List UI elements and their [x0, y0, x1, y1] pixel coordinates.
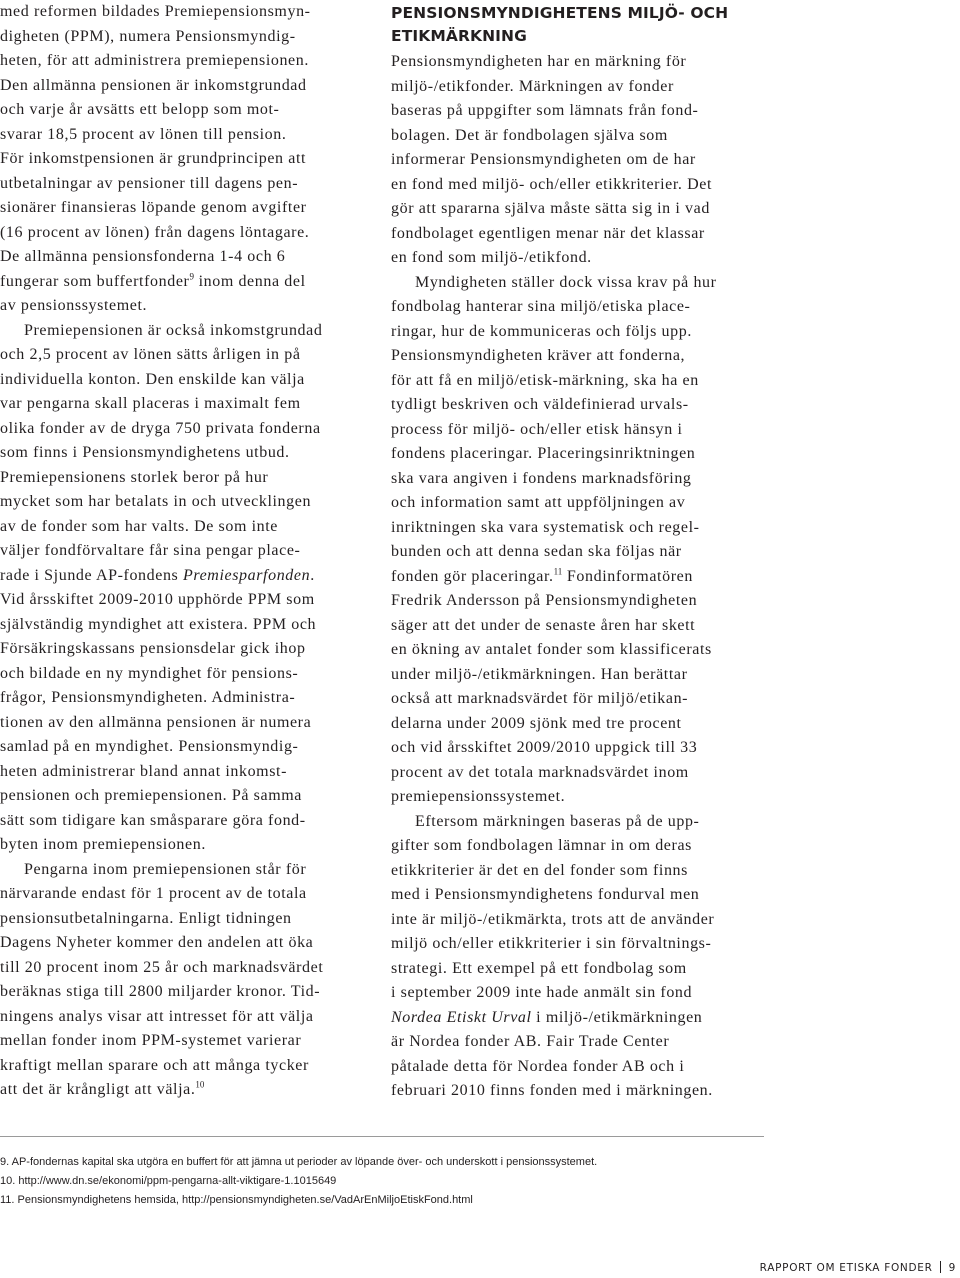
text-line: och vid årsskiftet 2009/2010 uppgick till 33 — [391, 739, 698, 756]
text-line: och bildade en ny myndighet för pensions- — [0, 664, 299, 682]
text-line: delarna under 2009 sjönk med tre procent — [391, 714, 682, 732]
footnote-ref-9: 9 — [189, 271, 194, 282]
text-line: Dagens Nyheter kommer den andelen att öka — [0, 934, 314, 951]
text-line: säger att det under de senaste åren har skett — [391, 616, 696, 634]
footnote-ref-11: 11 — [553, 566, 563, 577]
text-line: beräknas stiga till 2800 miljarder kronor. Tid- — [0, 983, 321, 1000]
text-line: självständig myndighet att existera. PPM och — [0, 615, 317, 633]
text-line: procent av det totala marknadsvärdet inom — [391, 763, 689, 781]
text-line: ska vara angiven i fondens marknadsföring — [391, 469, 692, 487]
text-line: Pensionsmyndigheten har en märkning för — [391, 53, 687, 70]
text-line — [0, 564, 370, 589]
text-line: med reformen bildades Premiepensionsmyn- — [0, 3, 311, 20]
text-line: baseras på uppgifter som lämnats från fond- — [391, 102, 699, 119]
text-line — [391, 565, 761, 590]
text-line: februari 2010 finns fonden med i märkningen. — [391, 1082, 713, 1099]
text-line: av de fonder som har valts. De som inte — [0, 517, 279, 535]
text-line: en fond som miljö-/etikfond. — [391, 249, 592, 266]
text-line: frågor, Pensionsmyndigheten. Administra- — [0, 689, 296, 706]
text-line: olika fonder av de dryga 750 privata fonderna — [0, 419, 321, 437]
text-line: ringar, hur de kommuniceras och följs upp. — [391, 322, 692, 340]
text-line: individuella konton. Den enskilde kan välja — [0, 370, 305, 388]
text-line: inte är miljö-/etikmärkta, trots att de använder — [391, 910, 715, 928]
text-segment: inom denna del — [193, 272, 306, 290]
text-line: miljö-/etikfonder. Märkningen av fonder — [391, 77, 674, 95]
text-line: var pengarna skall placeras i maximalt fem — [0, 395, 301, 412]
text-line: en ökning av antalet fonder som klassificerats — [391, 641, 712, 658]
paragraph-start-line: Pengarna inom premiepensionen står för — [24, 860, 307, 878]
text-line: fondens placeringar. Placeringsinriktningen — [391, 445, 696, 462]
text-segment: fungerar som buffertfonder — [0, 272, 190, 290]
text-line: svarar 18,5 procent av lönen till pension. — [0, 125, 287, 143]
text-line: gör att spararna själva måste sätta sig in i vad — [391, 200, 710, 217]
section-heading-line: ETIKMÄRKNING — [391, 27, 527, 45]
text-line: ningens analys visar att intresset för att välja — [0, 1007, 314, 1025]
page-number: 9 — [948, 1262, 956, 1274]
text-line — [0, 270, 370, 295]
text-line: i september 2009 inte hade anmält sin fond — [391, 984, 693, 1001]
text-line: pensionsutbetalningarna. Enligt tidningen — [0, 909, 292, 927]
text-line — [0, 1078, 370, 1103]
text-line: Premiepensionens storlek beror på hur — [0, 468, 269, 486]
page-footer — [760, 1261, 956, 1275]
text-segment: att det är krångligt att välja. — [0, 1081, 196, 1098]
text-line: sionärer finansieras löpande genom avgifter — [0, 199, 307, 216]
footnotes — [0, 1153, 940, 1210]
text-segment: . — [310, 566, 315, 584]
text-line: närvarande endast för 1 procent av de totala — [0, 885, 307, 902]
text-line — [391, 1006, 761, 1031]
text-line: Försäkringskassans pensionsdelar gick ihop — [0, 640, 306, 657]
footnote-divider — [0, 1136, 764, 1137]
section-heading — [391, 2, 751, 48]
text-line: inriktningen ska vara systematisk och regel- — [391, 518, 700, 536]
text-line: en fond med miljö- och/eller etikkriterier. Det — [391, 175, 712, 193]
text-line: till 20 procent inom 25 år och marknadsvärdet — [0, 958, 324, 976]
text-line: (16 procent av lönen) från dagens löntagare. — [0, 223, 310, 241]
footnote-9: 9. AP-fondernas kapital ska utgöra en buffert för att jämna ut perioder av löpande över- och underskott i pensionssystemet. — [0, 1156, 598, 1168]
text-line: av pensionssystemet. — [0, 297, 148, 314]
text-line: som finns i Pensionsmyndighetens utbud. — [0, 444, 290, 461]
text-segment: rade i Sjunde AP-fondens — [0, 566, 179, 584]
text-line: sätt som tidigare kan småsparare göra fond- — [0, 811, 306, 829]
text-line: fondbolaget egentligen menar när det klassar — [391, 224, 705, 242]
footnote-ref-10: 10 — [195, 1079, 205, 1090]
text-segment: Fondinformatören — [562, 567, 693, 585]
text-line: pensionen och premiepensionen. På samma — [0, 787, 302, 804]
text-line: byten inom premiepensionen. — [0, 836, 206, 853]
fund-name-italic: Premiesparfonden — [183, 566, 311, 584]
text-line: också att marknadsvärdet för miljö/etikan- — [391, 690, 689, 707]
text-segment: i miljö-/etikmärkningen — [531, 1008, 703, 1026]
report-title: RAPPORT OM ETISKA FONDER — [759, 1262, 933, 1274]
text-line: kraftigt mellan sparare och att många tycker — [0, 1056, 309, 1074]
text-line: utbetalningar av pensioner till dagens pen- — [0, 174, 299, 192]
text-line: gifter som fondbolagen lämnar in om deras — [391, 837, 692, 854]
text-line: bunden och att denna sedan ska följas när — [391, 543, 682, 560]
text-line: heten administrerar bland annat inkomst- — [0, 762, 288, 780]
text-line: De allmänna pensionsfonderna 1-4 och 6 — [0, 248, 286, 265]
text-line: process för miljö- och/eller etisk hänsyn i — [391, 420, 683, 438]
text-line: är Nordea fonder AB. Fair Trade Center — [391, 1033, 670, 1050]
text-line: fondbolag hanterar sina miljö/etiska place- — [391, 298, 691, 315]
text-line: och varje år avsätts ett belopp som mot- — [0, 101, 280, 118]
paragraph-start-line: Myndigheten ställer dock vissa krav på hur — [415, 273, 717, 291]
text-line: samlad på en myndighet. Pensionsmyndig- — [0, 738, 299, 755]
text-line: tydligt beskriven och väldefinierad urvals- — [391, 396, 689, 413]
text-line: Fredrik Andersson på Pensionsmyndigheten — [391, 592, 698, 609]
section-heading-line: PENSIONSMYNDIGHETENS MILJÖ- OCH — [391, 4, 729, 22]
text-line: miljö och/eller etikkriterier i sin förvaltnings- — [391, 935, 712, 952]
text-line: mellan fonder inom PPM-systemet varierar — [0, 1032, 302, 1049]
paragraph-start-line: Eftersom märkningen baseras på de upp- — [415, 812, 700, 830]
text-line: Vid årsskiftet 2009-2010 upphörde PPM som — [0, 591, 315, 608]
text-line: och information samt att uppföljningen av — [391, 494, 686, 511]
fund-name-italic: Nordea Etiskt Urval — [391, 1008, 532, 1026]
text-line: Den allmänna pensionen är inkomstgrundad — [0, 76, 307, 94]
left-text-column — [0, 0, 370, 1103]
text-line: med i Pensionsmyndighetens fondurval men — [391, 886, 700, 903]
footnote-10: 10. http://www.dn.se/ekonomi/ppm-pengarna-allt-viktigare-1.1015649 — [0, 1175, 337, 1187]
text-line: informerar Pensionsmyndigheten om de har — [391, 151, 696, 168]
footnote-11: 11. Pensionsmyndighetens hemsida, http://pensionsmyndigheten.se/VadArEnMiljoEtiskFond.html — [0, 1194, 473, 1206]
right-text-column — [391, 50, 761, 1104]
text-line: väljer fondförvaltare får sina pengar place- — [0, 542, 301, 559]
text-line: och 2,5 procent av lönen sätts årligen in på — [0, 346, 301, 363]
text-line: bolagen. Det är fondbolagen själva som — [391, 126, 668, 144]
footer-separator — [940, 1261, 941, 1273]
text-line: strategi. Ett exempel på ett fondbolag som — [391, 959, 687, 977]
text-line: digheten (PPM), numera Pensionsmyndig- — [0, 27, 296, 45]
text-line: mycket som har betalats in och utvecklingen — [0, 493, 312, 510]
text-line: tionen av den allmänna pensionen är numera — [0, 713, 312, 731]
text-line: För inkomstpensionen är grundprincipen att — [0, 150, 307, 167]
text-line: etikkriterier är det en del fonder som finns — [391, 861, 688, 879]
paragraph-start-line: Premiepensionen är också inkomstgrundad — [24, 321, 323, 339]
text-line: under miljö-/etikmärkningen. Han berättar — [391, 665, 688, 683]
text-line: premiepensionssystemet. — [391, 788, 566, 805]
text-line: för att få en miljö/etisk-märkning, ska ha en — [391, 371, 699, 389]
text-line: påtalade detta för Nordea fonder AB och i — [391, 1057, 685, 1075]
text-segment: fonden gör placeringar. — [391, 567, 554, 585]
text-line: Pensionsmyndigheten kräver att fonderna, — [391, 347, 686, 364]
text-line: heten, för att administrera premiepensionen. — [0, 52, 309, 69]
